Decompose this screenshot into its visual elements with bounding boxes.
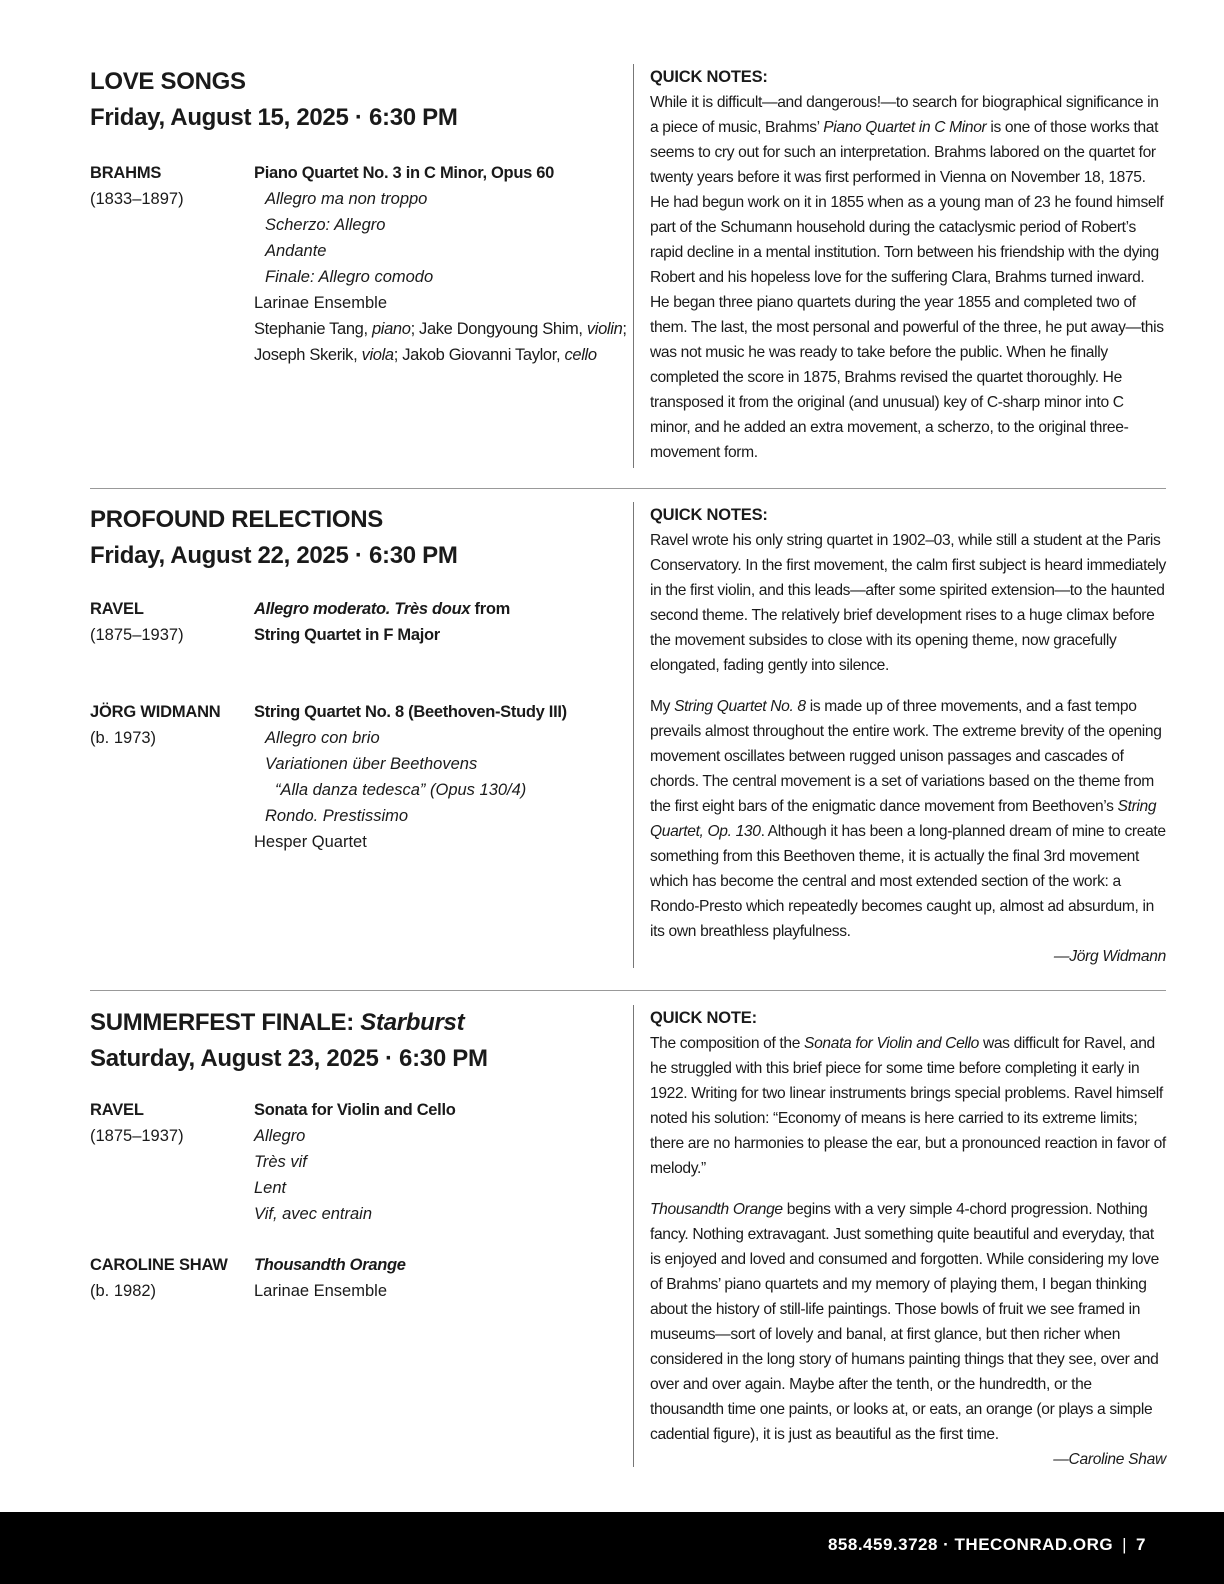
composer-note-text: Thousandth Orange begins with a very simple 4-chord progression. Nothing fancy. Nothing extravagant. Just something quite beautiful and everyday, that is enjoyed and loved and consumed and forgotten. While considering my love of Brahms’ piano quartets and my memory of playing them, I began thinking about the history of still-life paintings. Those bowls of fruit we see framed in museums—sort of lovely and banal, at first glance, but then richer when considered in the long story of humans painting things that they see, over and over and over again. Maybe after the tenth, or the hundredth, or the thousandth time one paints, or looks at, or eats, an orange (or plays a simple cadential figure), it is just as beautiful as the first time.: [650, 1201, 1159, 1443]
concert-date: Friday, August 15, 2025 · 6:30 PM: [90, 104, 458, 131]
piece-title: Thousandth Orange: [254, 1256, 406, 1274]
performers-line: Joseph Skerik, viola; Jakob Giovanni Taylor, cello: [254, 346, 597, 364]
composer-name: RAVEL: [90, 600, 144, 618]
page-number: 7: [1136, 1535, 1146, 1554]
piece: [254, 1097, 626, 1227]
movement: “Alla danza tedesca” (Opus 130/4): [275, 781, 527, 799]
concert-section-profound-relections: [90, 502, 1166, 970]
composer: [90, 1252, 250, 1304]
performers-line: Stephanie Tang, piano; Jake Dongyoung Shim, violin;: [254, 320, 627, 338]
quick-notes-text: While it is difficult—and dangerous!—to search for biographical significance in a piece of music, Brahms’ Piano Quartet in C Minor is one of those works that seems to cry out for such an interpretation. Brahms labored on the quartet for twenty years before it was first performed in Vienna on November 18, 1875. He had begun work on it in 1855 when as a young man of 23 he found himself part of the Schumann household during the cataclysmic period of Robert’s rapid decline in a mental institution. Torn between his friendship with the dying Robert and his hopeless love for the suffering Clara, Brahms turned inward. He began three piano quartets during the year 1855 and completed two of them. The last, the most personal and powerful of the three, he put away—this was not music he was ready to take before the public. When he finally completed the score in 1875, Brahms revised the quartet thoroughly. He transposed it from the original (and unusual) key of C-sharp minor into C minor, and he added an extra movement, a scherzo, to the original three-movement form.: [650, 94, 1164, 461]
quick-notes-heading: QUICK NOTES:: [650, 68, 768, 86]
note-signature: —Jörg Widmann: [1053, 948, 1166, 965]
movement: Allegro con brio: [265, 729, 380, 747]
column-divider: [633, 502, 634, 968]
page-footer: [0, 1512, 1224, 1584]
note-signature: —Caroline Shaw: [1053, 1451, 1166, 1468]
piece-title-line2: String Quartet in F Major: [254, 626, 440, 644]
composer: [90, 1097, 250, 1149]
composer: [90, 160, 250, 212]
composer-note-text: My String Quartet No. 8 is made up of three movements, and a fast tempo prevails almost throughout the entire work. The extreme brevity of the opening movement oscillates between rugged unison passages and cascades of chords. The central movement is a set of variations based on the theme from the first eight bars of the enigmatic dance movement from Beethoven’s String Quartet, Op. 130. Although it has been a long-planned dream of mine to create something from this Beethoven theme, it is actually the final 3rd movement which has become the central and most extended section of the work: a Rondo-Presto which repeatedly becomes caught up, almost ad absurdum, in its own breathless playfulness.: [650, 698, 1166, 940]
composer-name: RAVEL: [90, 1101, 144, 1119]
concert-date: Friday, August 22, 2025 · 6:30 PM: [90, 542, 458, 569]
composer: [90, 699, 250, 751]
quick-notes-heading: QUICK NOTE:: [650, 1009, 757, 1027]
composer-dates: (1875–1937): [90, 1127, 184, 1145]
program-column: [90, 1005, 625, 1300]
quick-notes-text: The composition of the Sonata for Violin and Cello was difficult for Ravel, and he struggled with this brief piece for some time before completing it early in 1922. Writing for two linear instruments brings special problems. Ravel himself noted his solution: “Economy of means is here carried to its extreme limits; there are no harmonies to please the ear, but a pronounced reaction in favor of melody.”: [650, 1035, 1166, 1177]
composer: [90, 596, 250, 648]
program-column: [90, 502, 625, 851]
movement: Allegro ma non troppo: [265, 190, 428, 208]
composer-name: BRAHMS: [90, 164, 162, 182]
concert-title: SUMMERFEST FINALE: Starburst: [90, 1009, 465, 1036]
quick-notes: [650, 64, 1166, 465]
movement: Andante: [265, 242, 327, 260]
composer-name: CAROLINE SHAW: [90, 1256, 228, 1274]
ensemble-name: Larinae Ensemble: [254, 1282, 387, 1300]
concert-title: PROFOUND RELECTIONS: [90, 506, 383, 533]
piece: [254, 160, 626, 368]
composer-name: JÖRG WIDMANN: [90, 703, 221, 721]
movement: Variationen über Beethovens: [265, 755, 478, 773]
ensemble-name: Hesper Quartet: [254, 833, 367, 851]
composer-dates: (1833–1897): [90, 190, 184, 208]
ensemble-name: Larinae Ensemble: [254, 294, 387, 312]
piece: [254, 596, 626, 648]
piece: [254, 1252, 626, 1304]
quick-notes-heading: QUICK NOTES:: [650, 506, 768, 524]
movement: Vif, avec entrain: [254, 1205, 373, 1223]
piece-title: Sonata for Violin and Cello: [254, 1101, 456, 1119]
quick-notes: [650, 502, 1166, 969]
footer-separator: |: [1122, 1535, 1128, 1554]
composer-dates: (b. 1973): [90, 729, 157, 747]
piece-title: String Quartet No. 8 (Beethoven-Study III): [254, 703, 567, 721]
movement: Rondo. Prestissimo: [265, 807, 409, 825]
footer-contact: 858.459.3728 · THECONRAD.ORG: [827, 1535, 1114, 1554]
concert-section-love-songs: [90, 64, 1166, 468]
piece: [254, 699, 626, 855]
concert-title: LOVE SONGS: [90, 68, 246, 95]
movement: Allegro: [254, 1127, 306, 1145]
column-divider: [633, 64, 634, 468]
concert-section-summerfest-finale: [90, 1005, 1166, 1485]
piece-title: Piano Quartet No. 3 in C Minor, Opus 60: [254, 164, 555, 182]
composer-dates: (b. 1982): [90, 1282, 157, 1300]
movement: Scherzo: Allegro: [265, 216, 386, 234]
quick-notes-text: Ravel wrote his only string quartet in 1902–03, while still a student at the Paris Conservatory. In the first movement, the calm first subject is heard immediately in the first violin, and this leads—after some spirited extension—to the haunted second theme. The relatively brief development rises to a huge climax before the movement subsides to close with its opening theme, now gracefully elongated, fading gently into silence.: [650, 532, 1166, 674]
movement: Lent: [254, 1179, 287, 1197]
footer-text: [828, 1535, 1146, 1555]
piece-title: Allegro moderato. Très doux from: [254, 600, 510, 618]
quick-notes: [650, 1005, 1166, 1472]
section-divider: [90, 488, 1166, 489]
composer-dates: (1875–1937): [90, 626, 184, 644]
movement: Très vif: [254, 1153, 307, 1171]
section-divider: [90, 990, 1166, 991]
program-column: [90, 64, 627, 364]
movement: Finale: Allegro comodo: [265, 268, 434, 286]
column-divider: [633, 1005, 634, 1467]
concert-date: Saturday, August 23, 2025 · 6:30 PM: [90, 1045, 488, 1072]
